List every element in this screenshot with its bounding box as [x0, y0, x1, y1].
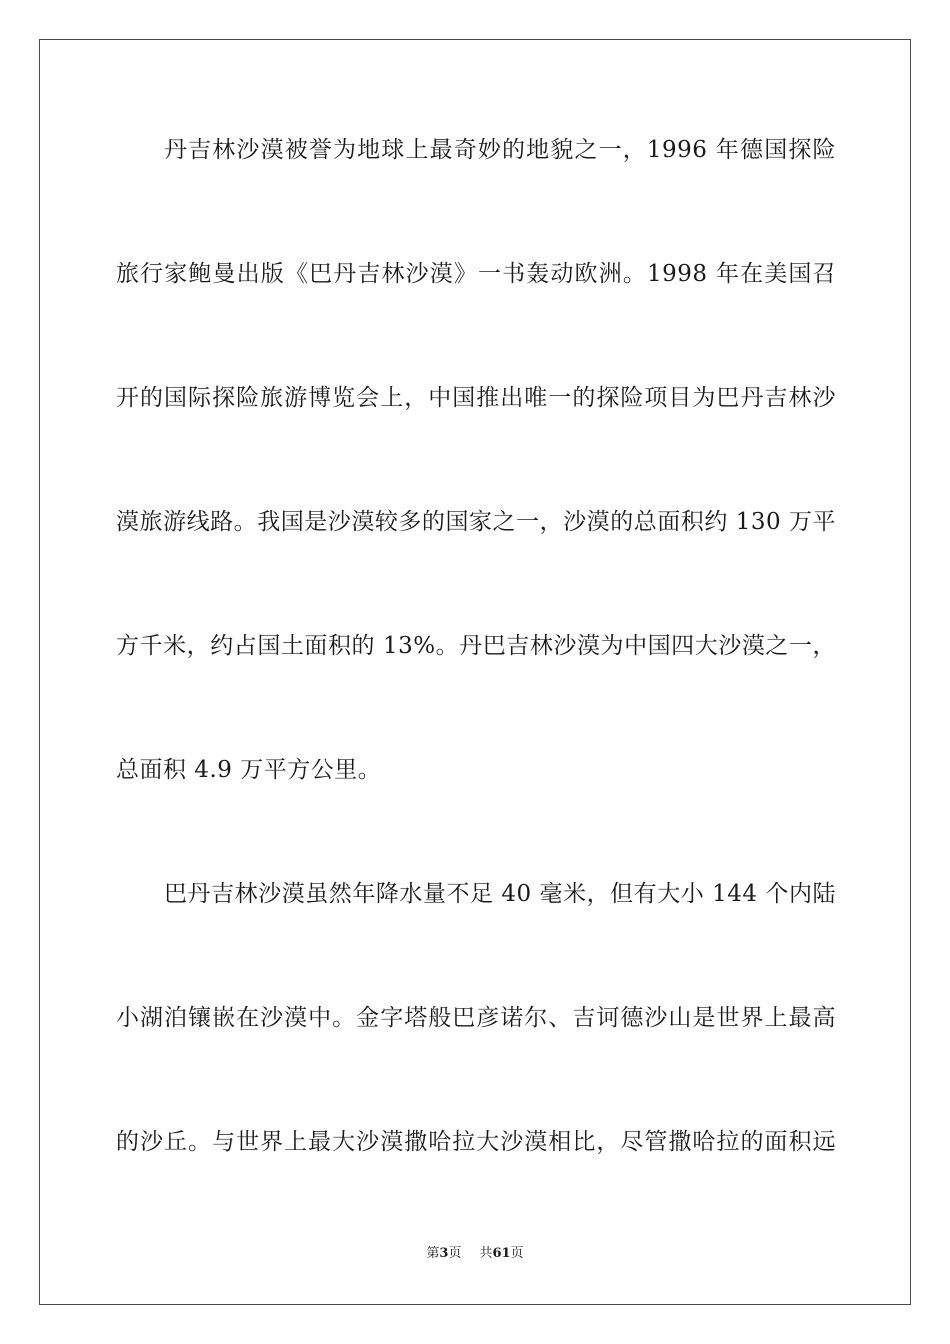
page-footer	[0, 1244, 950, 1264]
paragraph-1-line-5: 方千米，约占国土面积的 13%。丹巴吉林沙漠为中国四大沙漠之一，	[116, 633, 836, 659]
paragraph-2-line-3: 的沙丘。与世界上最大沙漠撒哈拉大沙漠相比，尽管撒哈拉的面积远	[116, 1129, 836, 1155]
paragraph-1-line-1: 丹吉林沙漠被誉为地球上最奇妙的地貌之一，1996 年德国探险	[164, 137, 836, 163]
paragraph-1-line-3: 开的国际探险旅游博览会上，中国推出唯一的探险项目为巴丹吉林沙	[116, 385, 836, 411]
paragraph-1-line-6: 总面积 4.9 万平方公里。	[116, 757, 382, 783]
page-border	[39, 39, 911, 1305]
paragraph-1-line-2: 旅行家鲍曼出版《巴丹吉林沙漠》一书轰动欧洲。1998 年在美国召	[116, 261, 836, 287]
page-total: 61	[492, 1246, 511, 1261]
paragraph-1-line-4: 漠旅游线路。我国是沙漠较多的国家之一，沙漠的总面积约 130 万平	[116, 509, 836, 535]
total-prefix: 共	[479, 1246, 493, 1261]
paragraph-2-line-2: 小湖泊镶嵌在沙漠中。金字塔般巴彦诺尔、吉诃德沙山是世界上最高	[116, 1005, 836, 1031]
page-current: 3	[439, 1246, 449, 1261]
paragraph-2-line-1: 巴丹吉林沙漠虽然年降水量不足 40 毫米，但有大小 144 个内陆	[164, 881, 836, 907]
page-prefix: 第	[426, 1246, 440, 1261]
page-suffix: 页	[448, 1246, 462, 1261]
total-suffix: 页	[510, 1246, 524, 1261]
